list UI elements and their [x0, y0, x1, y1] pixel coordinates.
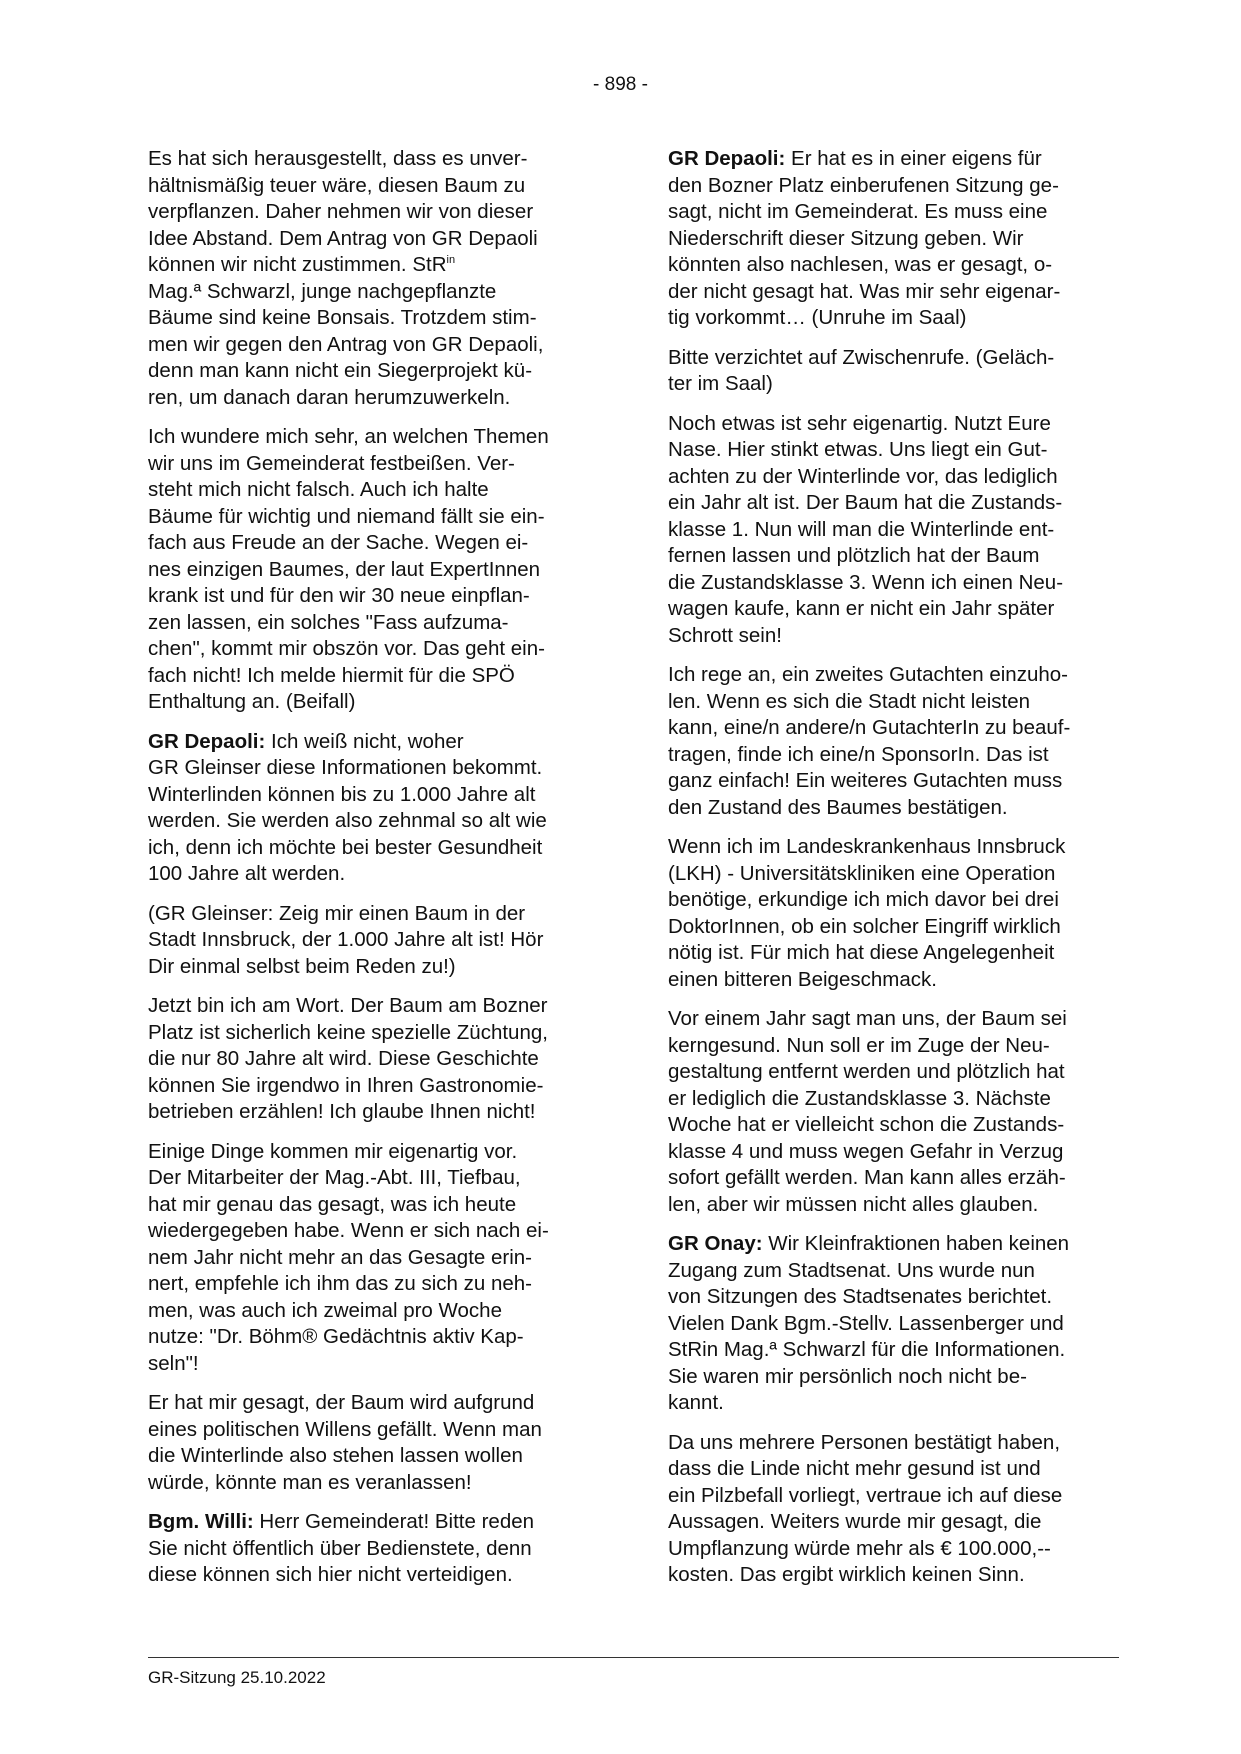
- text-line: fernen lassen und plötzlich hat der Baum: [668, 544, 1040, 567]
- footer-divider: [148, 1657, 1119, 1658]
- text-line: der nicht gesagt hat. Was mir sehr eigenar-: [668, 279, 1061, 303]
- text-line: Bäume für wichtig und niemand fällt sie ein-: [148, 504, 545, 528]
- paragraph: [148, 993, 598, 1126]
- text-line: men, was auch ich zweimal pro Woche: [148, 1298, 502, 1322]
- text-line: eines politischen Willens gefällt. Wenn man: [148, 1417, 542, 1441]
- text-line: nem Jahr nicht mehr an das Gesagte erin-: [148, 1245, 532, 1269]
- text-line: kerngesund. Nun soll er im Zuge der Neu-: [668, 1033, 1050, 1057]
- text-line: ganz einfach! Ein weiteres Gutachten muss: [668, 769, 1063, 792]
- text-line: Jetzt bin ich am Wort. Der Baum am Bozner: [148, 994, 548, 1017]
- text-line: den Zustand des Baumes bestätigen.: [668, 795, 1008, 819]
- text-line: Er hat mir gesagt, der Baum wird aufgrund: [148, 1391, 535, 1414]
- text-line: Zugang zum Stadtsenat. Uns wurde nun: [668, 1258, 1035, 1282]
- paragraph: [148, 1390, 598, 1496]
- paragraph: [148, 1509, 598, 1589]
- text-line: 100 Jahre alt werden.: [148, 862, 346, 885]
- text-line: Winterlinden können bis zu 1.000 Jahre alt: [148, 782, 536, 806]
- text-line: benötige, erkundige ich mich davor bei drei: [668, 888, 1059, 911]
- paragraph: [668, 1006, 1118, 1218]
- text-line: die Winterlinde also stehen lassen wollen: [148, 1444, 523, 1467]
- paragraph: [668, 146, 1118, 332]
- text-line: betrieben erzählen! Ich glaube Ihnen nicht!: [148, 1100, 536, 1123]
- text-line: chen", kommt mir obszön vor. Das geht ein-: [148, 637, 545, 660]
- text-line: Stadt Innsbruck, der 1.000 Jahre alt ist! Hör: [148, 928, 544, 951]
- text-line: Schrott sein!: [668, 623, 782, 647]
- text-line: klasse 4 und muss wegen Gefahr in Verzug: [668, 1139, 1064, 1163]
- text-line: hat mir genau das gesagt, was ich heute: [148, 1192, 517, 1216]
- text-line: Noch etwas ist sehr eigenartig. Nutzt Eure: [668, 411, 1051, 435]
- text-line: Sie waren mir persönlich noch nicht be-: [668, 1364, 1027, 1388]
- text-line: klasse 1. Nun will man die Winterlinde ent-: [668, 517, 1055, 541]
- text-line: einen bitteren Beigeschmack.: [668, 967, 937, 991]
- paragraph: [668, 1430, 1118, 1589]
- text-line: ter im Saal): [668, 372, 773, 395]
- text-line: ich, denn ich möchte bei bester Gesundheit: [148, 835, 543, 859]
- text-line: Vor einem Jahr sagt man uns, der Baum sei: [668, 1007, 1067, 1030]
- text-line: dass die Linde nicht mehr gesund ist und: [668, 1457, 1041, 1480]
- speaker-name: GR Depaoli:: [148, 729, 266, 753]
- text-line: tragen, finde ich eine/n SponsorIn. Das ist: [668, 742, 1049, 766]
- footer-session-date: GR-Sitzung 25.10.2022: [148, 1668, 326, 1687]
- text-line: krank ist und für den wir 30 neue einpflan-: [148, 584, 530, 607]
- text-line: Woche hat er vielleicht schon die Zustands-: [668, 1113, 1065, 1136]
- text-line: GR Depaoli: Er hat es in einer eigens für: [668, 147, 1042, 170]
- text-line: GR Onay: Wir Kleinfraktionen haben keinen: [668, 1232, 1070, 1255]
- text-line: hältnismäßig teuer wäre, diesen Baum zu: [148, 173, 526, 197]
- text-line: die nur 80 Jahre alt wird. Diese Geschichte: [148, 1047, 539, 1070]
- text-line: nötig ist. Für mich hat diese Angelegenheit: [668, 941, 1055, 964]
- right-column: [668, 146, 1118, 1602]
- text-line: gestaltung entfernt werden und plötzlich hat: [668, 1060, 1065, 1083]
- text-line: denn man kann nicht ein Siegerprojekt kü-: [148, 359, 533, 382]
- paragraph: [148, 146, 598, 411]
- text-line: kannt.: [668, 1391, 724, 1414]
- text-line: men wir gegen den Antrag von GR Depaoli,: [148, 332, 544, 356]
- paragraph: [148, 1139, 598, 1378]
- text-line: er lediglich die Zustandsklasse 3. Nächste: [668, 1086, 1051, 1110]
- text-line: Mag.ª Schwarzl, junge nachgepflanzte: [148, 279, 497, 303]
- text-line: ein Jahr alt ist. Der Baum hat die Zustands-: [668, 491, 1063, 514]
- paragraph: [668, 1231, 1118, 1417]
- text-line: achten zu der Winterlinde vor, das lediglich: [668, 464, 1058, 488]
- text-line: (LKH) - Universitätskliniken eine Operation: [668, 861, 1056, 885]
- text-line: Vielen Dank Bgm.-Stellv. Lassenberger und: [668, 1311, 1064, 1335]
- paragraph: [148, 901, 598, 981]
- text-line: seln"!: [148, 1351, 199, 1375]
- text-line: Idee Abstand. Dem Antrag von GR Depaoli: [148, 226, 538, 250]
- text-line: Ich rege an, ein zweites Gutachten einzuho-: [668, 663, 1068, 686]
- text-line: Bitte verzichtet auf Zwischenrufe. (Geläch-: [668, 345, 1055, 369]
- text-line: nutze: "Dr. Böhm® Gedächtnis aktiv Kap-: [148, 1325, 524, 1348]
- paragraph: [668, 834, 1118, 993]
- text-line: Sie nicht öffentlich über Bedienstete, denn: [148, 1536, 532, 1560]
- text-line: tig vorkommt… (Unruhe im Saal): [668, 306, 967, 329]
- paragraph: [148, 729, 598, 888]
- text-line: wiedergegeben habe. Wenn er sich nach ei-: [148, 1219, 549, 1242]
- text-line: Bgm. Willi: Herr Gemeinderat! Bitte reden: [148, 1510, 535, 1533]
- text-line: Aussagen. Weiters wurde mir gesagt, die: [668, 1510, 1042, 1533]
- text-line: Platz ist sicherlich keine spezielle Züchtung,: [148, 1020, 548, 1044]
- paragraph: [668, 662, 1118, 821]
- text-line: nert, empfehle ich ihm das zu sich zu neh-: [148, 1272, 532, 1295]
- text-line: wir uns im Gemeinderat festbeißen. Ver-: [148, 451, 515, 475]
- speaker-name: GR Depaoli:: [668, 147, 786, 170]
- text-line: Enthaltung an. (Beifall): [148, 690, 356, 713]
- text-line: len. Wenn es sich die Stadt nicht leisten: [668, 689, 1030, 713]
- text-line: ein Pilzbefall vorliegt, vertraue ich auf diese: [668, 1483, 1063, 1507]
- text-line: Nase. Hier stinkt etwas. Uns liegt ein Gut-: [668, 438, 1048, 461]
- text-line: GR Depaoli: Ich weiß nicht, woher: [148, 729, 464, 753]
- text-line: (GR Gleinser: Zeig mir einen Baum in der: [148, 901, 526, 925]
- text-line: GR Gleinser diese Informationen bekommt.: [148, 756, 543, 779]
- text-line: Wenn ich im Landeskrankenhaus Innsbruck: [668, 835, 1066, 858]
- text-line: werden. Sie werden also zehnmal so alt wie: [148, 809, 547, 832]
- superscript: in: [446, 254, 456, 266]
- paragraph: [148, 424, 598, 716]
- left-column: [148, 146, 598, 1602]
- text-line: Ich wundere mich sehr, an welchen Themen: [148, 425, 549, 448]
- text-line: könnten also nachlesen, was er gesagt, o-: [668, 253, 1053, 276]
- page-number: - 898 -: [593, 74, 648, 95]
- text-line: Niederschrift dieser Sitzung geben. Wir: [668, 226, 1024, 250]
- paragraph: [668, 411, 1118, 650]
- text-line: zen lassen, ein solches "Fass aufzuma-: [148, 610, 509, 634]
- text-line: wagen kaufe, kann er nicht ein Jahr später: [668, 597, 1055, 620]
- speaker-name: GR Onay:: [668, 1232, 763, 1255]
- text-line: die Zustandsklasse 3. Wenn ich einen Neu-: [668, 570, 1064, 594]
- text-line: Es hat sich herausgestellt, dass es unver-: [148, 147, 528, 170]
- text-line: len, aber wir müssen nicht alles glauben.: [668, 1192, 1039, 1216]
- text-line: können Sie irgendwo in Ihren Gastronomie-: [148, 1073, 544, 1097]
- text-line: ren, um danach daran herumzuwerkeln.: [148, 385, 511, 409]
- text-line: sofort gefällt werden. Man kann alles erzäh-: [668, 1166, 1066, 1189]
- text-line: verpflanzen. Daher nehmen wir von dieser: [148, 200, 534, 223]
- text-line: StRin Mag.ª Schwarzl für die Informationen.: [668, 1338, 1066, 1361]
- text-line: können wir nicht zustimmen. StR$^{in}$: [148, 253, 456, 276]
- text-line: Da uns mehrere Personen bestätigt haben,: [668, 1430, 1061, 1454]
- text-line: Dir einmal selbst beim Reden zu!): [148, 954, 456, 978]
- text-line: würde, könnte man es veranlassen!: [148, 1470, 472, 1494]
- text-line: Der Mitarbeiter der Mag.-Abt. III, Tiefbau,: [148, 1166, 521, 1189]
- text-line: nes einzigen Baumes, der laut ExpertInnen: [148, 557, 541, 581]
- text-line: kann, eine/n andere/n GutachterIn zu beauf-: [668, 716, 1071, 739]
- paragraph: [668, 345, 1118, 398]
- speaker-name: Bgm. Willi:: [148, 1510, 254, 1533]
- text-line: fach nicht! Ich melde hiermit für die SPÖ: [148, 663, 515, 687]
- text-line: Umpflanzung würde mehr als € 100.000,--: [668, 1536, 1051, 1560]
- text-line: fach aus Freude an der Sache. Wegen ei-: [148, 531, 529, 554]
- text-line: den Bozner Platz einberufenen Sitzung ge-: [668, 173, 1059, 197]
- text-line: diese können sich hier nicht verteidigen.: [148, 1563, 513, 1586]
- text-line: kosten. Das ergibt wirklich keinen Sinn.: [668, 1563, 1025, 1586]
- text-line: steht mich nicht falsch. Auch ich halte: [148, 478, 489, 501]
- text-line: Bäume sind keine Bonsais. Trotzdem stim-: [148, 306, 537, 329]
- text-line: von Sitzungen des Stadtsenates berichtet.: [668, 1285, 1053, 1308]
- text-line: DoktorInnen, ob ein solcher Eingriff wirklich: [668, 914, 1061, 938]
- text-line: Einige Dinge kommen mir eigenartig vor.: [148, 1139, 518, 1163]
- text-line: sagt, nicht im Gemeinderat. Es muss eine: [668, 200, 1048, 223]
